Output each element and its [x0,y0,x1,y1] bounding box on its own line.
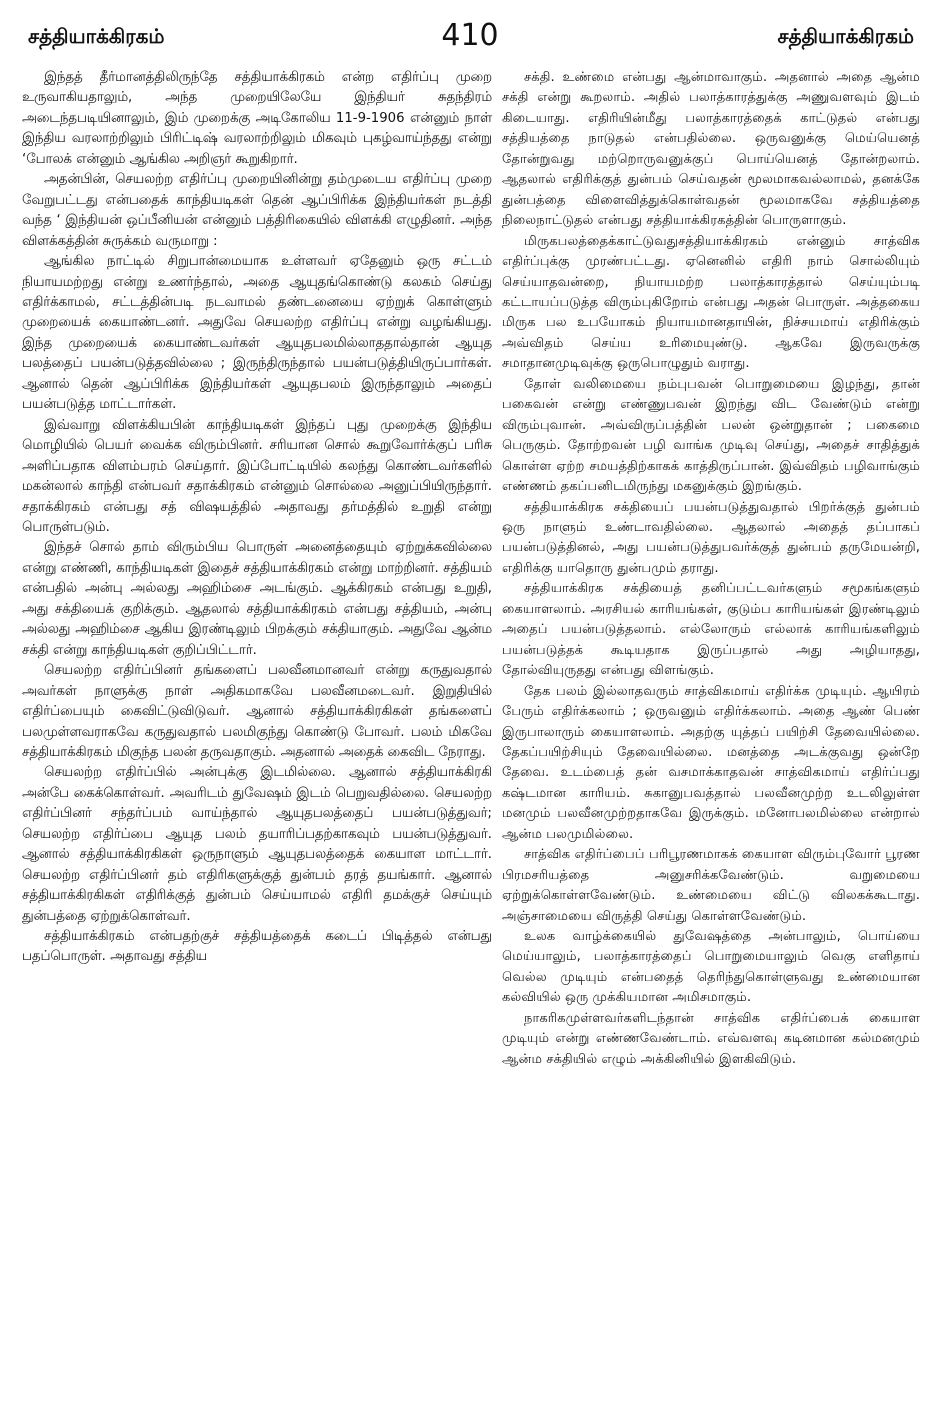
page-number: 410 [441,18,499,53]
right-column [502,68,920,1413]
paragraph: சத்தியாக்கிரகம் என்பதற்குச் சத்தியத்தைக் கடைப் பிடித்தல் என்பது பதப்பொருள். அதாவது சத்திய [22,929,492,965]
paragraph: சத்தியாக்கிரக சக்தியைப் பயன்படுத்துவதால் பிறர்க்குத் துன்பம் ஒரு நாளும் உண்டாவதில்லை. ஆதலால் அதைத் தப்பாகப் பயன்படுத்தினல், அது பயன்படுத்துபவர்க்குத் துன்பம் தருமேயன்றி, எதிரிக்கு யாதொரு துன்பமும் தராது. [502,499,920,576]
paragraph: ஆங்கில நாட்டில் சிறுபான்மையாக உள்ளவர் ஏதேனும் ஒரு சட்டம் நியாயமற்றது என்று உணர்ந்தால், அதை ஆயுதங்கொண்டு கலகம் செய்து எதிர்க்காமல், சட்டத்தின்படி நடவாமல் தண்டனையை ஏற்றுக் கொள்ளும் முறையைக் கையாண்டனர். அதுவே செயலற்ற எதிர்ப்பு என்று வழங்கியது. இந்த முறையைக் கையாண்டவர்கள் ஆயுதபலமில்லாததால்தான் ஆயுத பலத்தைப் பயன்படுத்தவில்லை ; இருந்திருந்தால் பயன்படுத்தியிருப்பார்கள். ஆனால் தென் ஆப்பிரிக்க இந்தியர்கள் ஆயுதபலம் இருந்தாலும் அதைப் பயன்படுத்த மாட்டார்கள். [22,254,492,413]
paragraph: உலக வாழ்க்கையில் துவேஷத்தை அன்பாலும், பொய்யை மெய்யாலும், பலாத்காரத்தைப் பொறுமையாலும் வெகு எளிதாய் வெல்ல முடியும் என்பதைத் தெரிந்துகொள்ளுவது உண்மையான கல்வியில் ஒரு முக்கியமான அமிசமாகும். [502,929,920,1006]
paragraph: நாகரிகமுள்ளவர்களிடந்தான் சாத்விக எதிர்ப்பைக் கையாள முடியும் என்று எண்ணவேண்டாம். எவ்வளவு கடினமான கல்மனமும் ஆன்ம சக்தியில் எழும் அக்கினியில் இளகிவிடும். [502,1010,920,1067]
paragraph: சக்தி. உண்மை என்பது ஆன்மாவாகும். அதனால் அதை ஆன்ம சக்தி என்று கூறலாம். அதில் பலாத்காரத்துக்கு அணுவளவும் இடம் கிடையாது. எதிரியின்மீது பலாத்காரத்தைக் காட்டுதல் என்பது சத்தியத்தை நாடுதல் என்பதில்லை. ஒருவனுக்கு மெய்யெனத் தோன்றுவது மற்றொருவனுக்குப் பொய்யெனத் தோன்றலாம். ஆதலால் எதிரிக்குத் துன்பம் செய்வதன் மூலமாகவல்லாமல், தனக்கே துன்பத்தை விளைவித்துக்கொள்வதன் மூலமாகவே சத்தியத்தை நிலைநாட்டுதல் என்பது சத்தியாக்கிரகத்தின் பொருளாகும். [502,70,920,229]
page-header [22,18,918,58]
paragraph: செயலற்ற எதிர்ப்பில் அன்புக்கு இடமில்லை. ஆனால் சத்தியாக்கிரகி அன்பே கைக்கொள்வர். அவரிடம் துவேஷம் இடம் பெறுவதில்லை. செயலற்ற எதிர்ப்பினர் சந்தர்ப்பம் வாய்ந்தால் ஆயுதபலத்தைப் பயன்படுத்துவர்; செயலற்ற எதிர்ப்பை ஆயுத பலம் தயாரிப்பதற்காகவும் பயன்படுத்துவர். ஆனால் சத்தியாக்கிரகிகள் ஒருநாளும் ஆயுதபலத்தைக் கையாள மாட்டார். செயலற்ற எதிர்ப்பினர் தம் எதிரிகளுக்குத் துன்பம் தரத் தயங்கார். ஆனால் சத்தியாக்கிரகிகள் எதிரிக்குத் துன்பம் செய்யாமல் எதிரி தமக்குச் செய்யும் துன்பத்தை ஏற்றுக்கொள்வர். [22,765,492,924]
paragraph: இந்தச் சொல் தாம் விரும்பிய பொருள் அனைத்தையும் ஏற்றுக்கவில்லை என்று எண்ணி, காந்தியடிகள் இதைச் சத்தியாக்கிரகம் என்று மாற்றினர். சத்தியம் என்பதில் அன்பு அல்லது அஹிம்சை அடங்கும். ஆக்கிரகம் என்பது உறுதி, அது சக்தியைக் குறிக்கும். ஆதலால் சத்தியாக்கிரகம் என்பது சத்தியம், அன்பு அல்லது அஹிம்சை ஆகிய இரண்டிலும் பிறக்கும் சக்தியாகும். அதுவே ஆன்ம சக்தி என்று காந்தியடிகள் குறிப்பிட்டார். [22,540,492,658]
paragraph: மிருகபலத்தைக்காட்டுவதுசத்தியாக்கிரகம் என்னும் சாத்விக எதிர்ப்புக்கு முரண்பட்டது. ஏனெனில் எதிரி நாம் சொல்லியும் செய்யாதவன்றை, நியாயமற்ற பலாத்காரத்தால் செய்யும்படி கட்டாயப்படுத்த விரும்புகிறோம் என்பது அதன் பொருள். அத்தகைய மிருக பல உபயோகம் நியாயமானதாயின், நிச்சயமாய் எதிரிக்கும் அவ்விதம் செய்ய உரிமையுண்டு. ஆகவே இருவருக்கு சமாதானமுடிவுக்கு ஒருபொழுதும் வராது. [502,233,920,372]
paragraph: இவ்வாறு விளக்கியபின் காந்தியடிகள் இந்தப் புது முறைக்கு இந்திய மொழியில் பெயர் வைக்க விரும்பினர். சரியான சொல் கூறுவோர்க்குப் பரிசு அளிப்பதாக விளம்பரம் செய்தார். இப்போட்டியில் கலந்து கொண்டவர்களில் மகன்லால் காந்தி என்பவர் சதாக்கிரகம் என்னும் சொல்லை அனுப்பியிருந்தார். சதாக்கிரகம் என்பது சத் விஷயத்தில் அதாவது தர்மத்தில் உறுதி என்று பொருள்படும். [22,417,492,535]
paragraph: தோள் வலிமையை நம்புபவன் பொறுமையை இழந்து, தான் பகைவன் என்று எண்ணுபவன் இறந்து விட வேண்டும் என்று விரும்புவான். அவ்விருப்பத்தின் பலன் ஒன்றுதான் ; பகைமை பெருகும். தோற்றவன் பழி வாங்க முடிவு செய்து, அதைச் சாதித்துக் கொள்ள ஏற்ற சமயத்திற்காகக் காத்திருப்பான். இவ்விதம் பழிவாங்கும் எண்ணம் தகப்பனிடமிருந்து மகனுக்கும் இறங்கும். [502,376,920,495]
paragraph: தேக பலம் இல்லாதவரும் சாத்விகமாய் எதிர்க்க முடியும். ஆயிரம் பேரும் எதிர்க்கலாம் ; ஒருவனும் எதிர்க்கலாம். அதை ஆண் பெண் இருபாலாரும் கையாளலாம். அதற்கு யுத்தப் பயிற்சி தேவையில்லை. தேகப்பயிற்சியும் தேவையில்லை. மனத்தை அடக்குவது ஒன்றே தேவை. உடம்பைத் தன் வசமாக்காதவன் சாத்விகமாய் எதிர்ப்பது கஷ்டமான காரியம். சுகானுபவத்தால் பலவீனமுற்ற உடலிலுள்ள மனமும் பலவீனமுற்றதாகவே இருக்கும். மனோபலமில்லை என்றால் ஆன்ம பலமுமில்லை. [502,683,920,842]
paragraph: செயலற்ற எதிர்ப்பினர் தங்களைப் பலவீனமானவர் என்று கருதுவதால் அவர்கள் நாளுக்கு நாள் அதிகமாகவே பலவீனமடைவர். இறுதியில் எதிர்ப்பையும் கைவிட்டுவிடுவர். ஆனால் சத்தியாக்கிரகிகள் தங்களைப் பலமுள்ளவராகவே கருதுவதால் பலமிகுந்து கொண்டு போவர். பலம் மிகவே சத்தியாக்கிரகம் மிகுந்த பலன் தருவதாகும். அதனால் அதைக் கைவிட நேராது. [22,663,492,760]
paragraph: சாத்விக எதிர்ப்பைப் பரிபூரணமாகக் கையாள விரும்புவோர் பூரண பிரமசரியத்தை அனுசரிக்கவேண்டும். வறுமையை ஏற்றுக்கொள்ளவேண்டும். உண்மையை விட்டு விலகக்கூடாது. அஞ்சாமையை விருத்தி செய்து கொள்ளவேண்டும். [502,847,920,924]
running-title-right: சத்தியாக்கிரகம் [777,24,914,48]
running-title-left: சத்தியாக்கிரகம் [28,24,165,48]
paragraph: இந்தத் தீர்மானத்திலிருந்தே சத்தியாக்கிரகம் என்ற எதிர்ப்பு முறை உருவாகியதாலும், அந்த முறையிலேயே இந்தியர் சுதந்திரம் அடைந்தபடியினாலும், இம் முறைக்கு அடிகோலிய 11-9-1906 என்னும் நாள் இந்திய வரலாற்றிலும் பிரிட்டிஷ் வரலாற்றிலும் மிகவும் புகழ்வாய்ந்தது என்று ‘போலக் என்னும் ஆங்கில அறிஞர் கூறுகிறார். [22,70,492,167]
left-column [22,68,492,1413]
body-columns [22,68,918,1413]
paragraph: சத்தியாக்கிரக சக்தியைத் தனிப்பட்டவர்களும் சமூகங்களும் கையாளலாம். அரசியல் காரியங்கள், குடும்ப காரியங்கள் இரண்டிலும் அதைப் பயன்படுத்தலாம். எல்லோரும் எல்லாக் காரியங்களிலும் பயன்படுத்தக் கூடியதாக இருப்பதால் அது அழியாதது, தோல்வியுருதது என்பது விளங்கும். [502,581,920,679]
paragraph: அதன்பின், செயலற்ற எதிர்ப்பு முறையினின்று தம்முடைய எதிர்ப்பு முறை வேறுபட்டது என்பதைக் காந்தியடிகள் தென் ஆப்பிரிக்க இந்தியர்கள் நடத்தி வந்த ‘ இந்தியன் ஒப்பீனியன் என்னும் பத்திரிகையில் விளக்கி எழுதினர். அந்த விளக்கத்தின் சுருக்கம் வருமாறு : [22,172,492,249]
